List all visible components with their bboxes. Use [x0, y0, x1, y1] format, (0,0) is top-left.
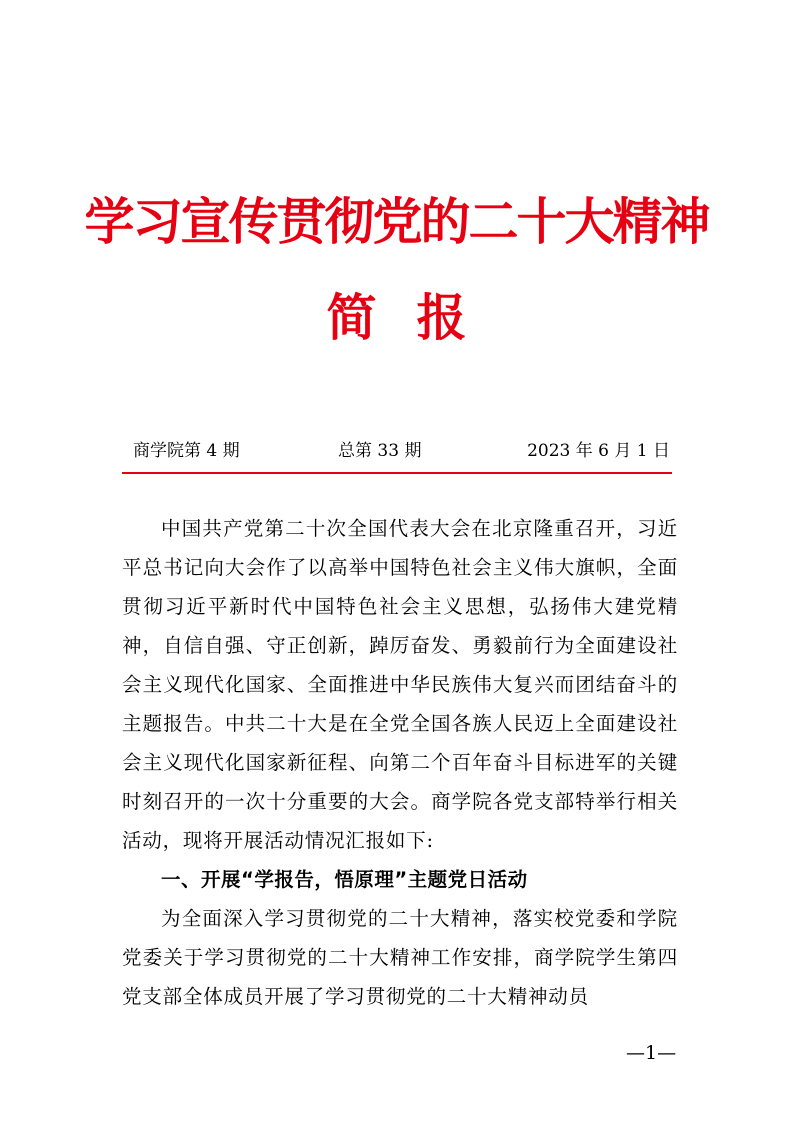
bulletin-body	[122, 509, 678, 1016]
body-paragraph-1: 中国共产党第二十次全国代表大会在北京隆重召开，习近平总书记向大会作了以高举中国特色社会主义伟大旗帜，全面贯彻习近平新时代中国特色社会主义思想，弘扬伟大建党精神，自信自强、守正创新，踔厉奋发、勇毅前行为全面建设社会主义现代化国家、全面推进中华民族伟大复兴而团结奋斗的主题报告。中共二十大是在全党全国各族人民迈上全面建设社会主义现代化国家新征程、向第二个百年奋斗目标进军的关键时刻召开的一次十分重要的大会。商学院各党支部特举行相关活动，现将开展活动情况汇报如下:	[122, 517, 678, 852]
issue-info-line	[130, 438, 670, 464]
college-issue-number: 商学院第 4 期	[133, 441, 240, 461]
bulletin-subtitle: 简报	[326, 288, 507, 347]
total-issue-number: 总第 33 期	[338, 441, 422, 461]
issue-date: 2023 年 6 月 1 日	[527, 441, 670, 461]
body-paragraph-2: 为全面深入学习贯彻党的二十大精神，落实校党委和学院党委关于学习贯彻党的二十大精神工作安排，商学院学生第四党支部全体成员开展了学习贯彻党的二十大精神动员	[122, 907, 678, 1008]
section-heading-1: 一、开展“学报告，悟原理”主题党日活动	[161, 868, 528, 891]
header-divider	[122, 472, 672, 474]
page-number: —1—	[626, 1042, 677, 1064]
bulletin-title: 学习宣传贯彻党的二十大精神	[84, 192, 709, 251]
